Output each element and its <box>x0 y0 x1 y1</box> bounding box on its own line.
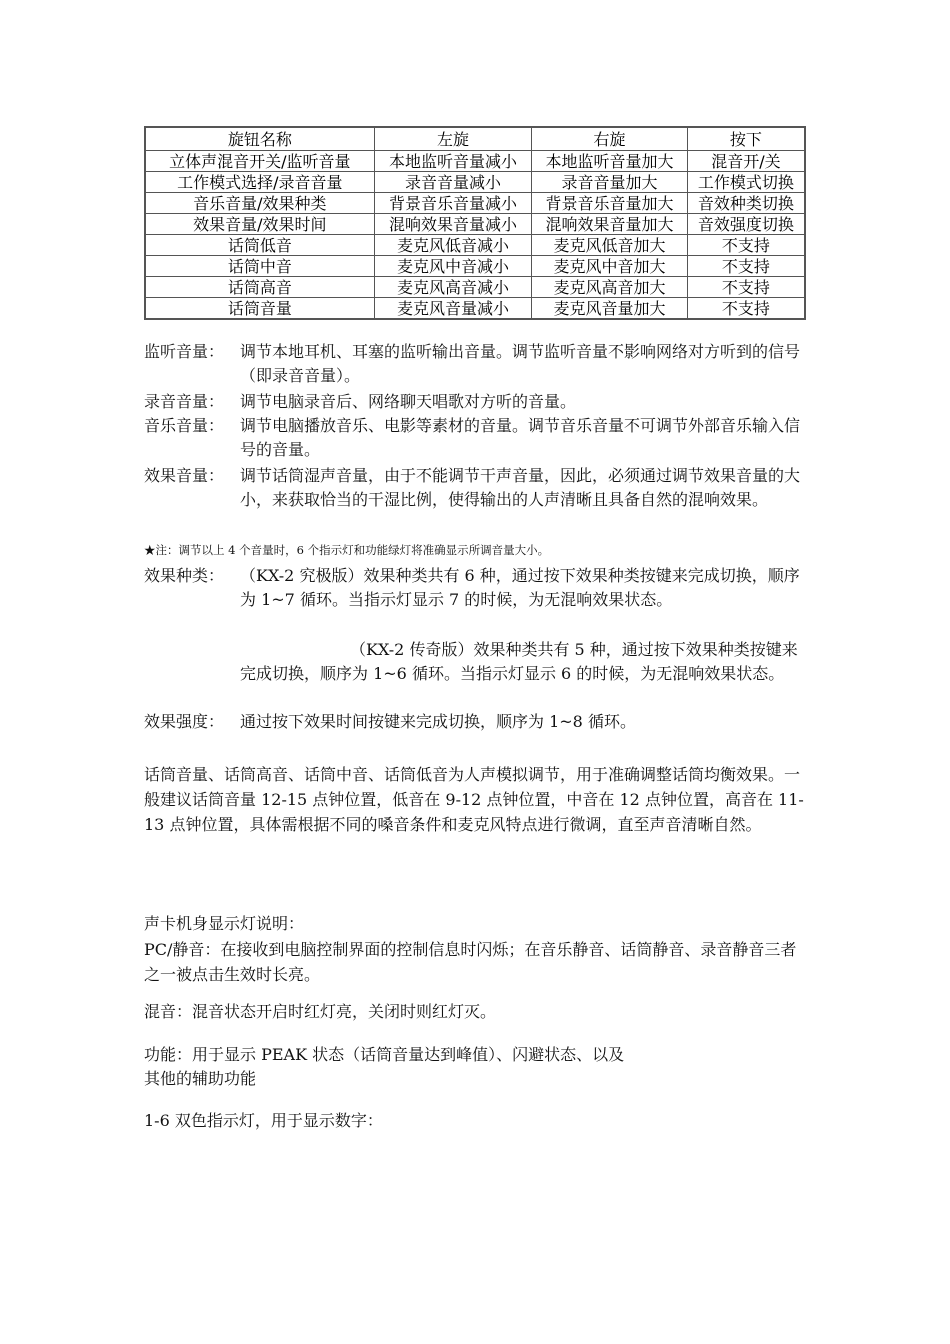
definition-text: 调节本地耳机、耳塞的监听输出音量。调节监听音量不影响网络对方听到的信号（即录音音量）。 <box>240 342 801 385</box>
table-cell: 麦克风低音减小 <box>374 235 532 256</box>
table-cell: 本地监听音量减小 <box>374 151 532 172</box>
table-row <box>145 214 805 235</box>
table-header-row <box>145 127 805 151</box>
table-cell: 录音音量加大 <box>532 172 688 193</box>
table-cell: 混音开/关 <box>687 151 805 172</box>
dual-color-led-description: 1-6 双色指示灯，用于显示数字： <box>144 1111 383 1130</box>
table-row <box>145 172 805 193</box>
table-row <box>145 256 805 277</box>
definition-term: 监听音量： <box>144 342 225 361</box>
table-cell: 不支持 <box>687 235 805 256</box>
table-cell: 麦克风中音减小 <box>374 256 532 277</box>
table-cell: 话筒高音 <box>145 277 374 298</box>
table-cell: 录音音量减小 <box>374 172 532 193</box>
definition-term: 效果种类： <box>144 566 225 585</box>
mic-eq-paragraph: 话筒音量、话筒高音、话筒中音、话筒低音为人声模拟调节，用于准确调整话筒均衡效果。一般建议话筒音量 12-15 点钟位置，低音在 9-12 点钟位置，中音在 12 点钟位置，高音在 11-13 点钟位置，具体需根据不同的嗓音条件和麦克风特点进行微调，直至声音清晰自然。 <box>144 765 804 834</box>
table-cell: 背景音乐音量加大 <box>532 193 688 214</box>
definition-text: 调节电脑录音后、网络聊天唱歌对方听的音量。 <box>240 392 577 411</box>
table-cell: 音乐音量/效果种类 <box>145 193 374 214</box>
knob-function-table <box>144 126 806 320</box>
table-row <box>145 193 805 214</box>
table-cell: 麦克风高音减小 <box>374 277 532 298</box>
indicator-section-title: 声卡机身显示灯说明： <box>144 914 305 933</box>
table-header-cell: 左旋 <box>374 127 532 151</box>
function-description-line2: 其他的辅助功能 <box>144 1069 257 1088</box>
table-row <box>145 277 805 298</box>
table-cell: 立体声混音开关/监听音量 <box>145 151 374 172</box>
table-row <box>145 298 805 320</box>
table-cell: 混响效果音量减小 <box>374 214 532 235</box>
pc-mute-description: PC/静音：在接收到电脑控制界面的控制信息时闪烁；在音乐静音、话筒静音、录音静音三者之一被点击生效时长亮。 <box>144 940 797 984</box>
table-cell: 不支持 <box>687 256 805 277</box>
table-cell: 工作模式选择/录音音量 <box>145 172 374 193</box>
table-row <box>145 151 805 172</box>
table-cell: 话筒中音 <box>145 256 374 277</box>
mix-description: 混音：混音状态开启时红灯亮，关闭时则红灯灭。 <box>144 1002 497 1021</box>
definition-term: 效果强度： <box>144 712 225 731</box>
star-note: ★注：调节以上 4 个音量时，6 个指示灯和功能绿灯将准确显示所调音量大小。 <box>144 543 550 557</box>
table-cell: 背景音乐音量减小 <box>374 193 532 214</box>
table-cell: 麦克风音量减小 <box>374 298 532 320</box>
table-cell: 工作模式切换 <box>687 172 805 193</box>
table-cell: 麦克风音量加大 <box>532 298 688 320</box>
table-row <box>145 235 805 256</box>
definition-text: 调节话筒湿声音量，由于不能调节干声音量，因此，必须通过调节效果音量的大小，来获取恰当的干湿比例，使得输出的人声清晰且具备自然的混响效果。 <box>240 466 801 509</box>
table-cell: 不支持 <box>687 277 805 298</box>
table-header-cell: 按下 <box>687 127 805 151</box>
definition-text-legend: （KX-2 传奇版）效果种类共有 5 种，通过按下效果种类按键来完成切换，顺序为 1~6 循环。当指示灯显示 6 的时候，为无混响效果状态。 <box>240 640 798 683</box>
definition-text-ultimate: （KX-2 究极版）效果种类共有 6 种，通过按下效果种类按键来完成切换，顺序为 1~7 循环。当指示灯显示 7 的时候，为无混响效果状态。 <box>240 566 800 609</box>
definition-text: 调节电脑播放音乐、电影等素材的音量。调节音乐音量不可调节外部音乐输入信号的音量。 <box>240 416 801 459</box>
table-cell: 音效种类切换 <box>687 193 805 214</box>
table-cell: 麦克风高音加大 <box>532 277 688 298</box>
table-cell: 混响效果音量加大 <box>532 214 688 235</box>
table-cell: 不支持 <box>687 298 805 320</box>
table-header-cell: 右旋 <box>532 127 688 151</box>
function-description-line1: 功能：用于显示 PEAK 状态（话筒音量达到峰值）、闪避状态、以及 <box>144 1045 625 1064</box>
table-cell: 麦克风中音加大 <box>532 256 688 277</box>
table-cell: 话筒低音 <box>145 235 374 256</box>
definition-term: 效果音量： <box>144 466 225 485</box>
table-cell: 麦克风低音加大 <box>532 235 688 256</box>
definition-text: 通过按下效果时间按键来完成切换，顺序为 1~8 循环。 <box>240 712 636 731</box>
table-header-cell: 旋钮名称 <box>145 127 374 151</box>
table-cell: 音效强度切换 <box>687 214 805 235</box>
definition-term: 音乐音量： <box>144 416 225 435</box>
table-cell: 效果音量/效果时间 <box>145 214 374 235</box>
table-cell: 本地监听音量加大 <box>532 151 688 172</box>
table-cell: 话筒音量 <box>145 298 374 320</box>
definition-term: 录音音量： <box>144 392 225 411</box>
